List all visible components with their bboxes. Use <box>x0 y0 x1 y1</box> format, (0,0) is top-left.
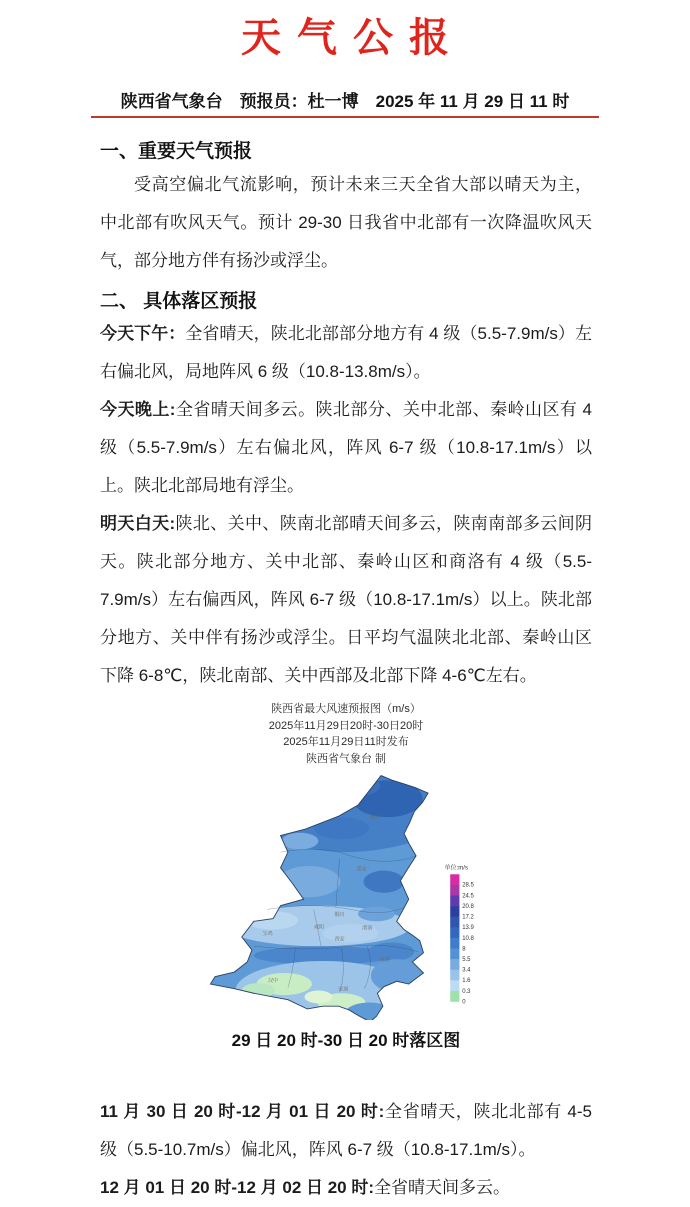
subtitle-text: 陕西省气象台 预报员：杜一博 2025 年 11 月 29 日 11 时 <box>120 92 570 111</box>
paragraph-lead: 今天晚上: <box>100 400 176 420</box>
paragraph-text: 全省晴天间多云。陕北部分、关中北部、秦岭山区有 4 级（5.5-7.9m/s）左右偏北风，阵风 6-7 级（10.8-17.1m/s）以上。陕北北部局地有浮尘。 <box>100 400 592 496</box>
map-valid-period: 2025年11月29日20时-30日20时 <box>268 719 424 732</box>
city-label: 汉中 <box>268 978 279 985</box>
legend-color-segment <box>450 885 459 896</box>
legend-tick-label: 1.6 <box>462 978 471 985</box>
legend-color-segment <box>450 896 459 907</box>
legend-tick-label: 3.4 <box>462 967 471 974</box>
paragraph-lead: 今天下午： <box>100 324 186 344</box>
section2-heading: 二、 具体落区预报 <box>100 290 258 312</box>
shaanxi-wind-speed-map <box>203 771 489 1020</box>
map-title: 陕西省最大风速预报图（m/s） <box>271 703 421 716</box>
paragraph-text: 全省晴天，陕北北部有 4-5 级（5.5-10.7m/s）偏北风，阵风 6-7 级（10.8-17.1m/s）。 <box>100 1102 593 1160</box>
map-fill-zones <box>203 771 434 1020</box>
page-title: 天气公报 <box>241 16 465 60</box>
legend-tick-label: 5.5 <box>462 957 471 964</box>
legend-color-segment <box>450 938 459 949</box>
weather-bulletin-page <box>0 6 690 1198</box>
map-issue-time: 2025年11月29日11时发布 <box>283 736 409 749</box>
city-label: 宝鸡 <box>262 931 273 938</box>
forecast-tonight <box>100 391 592 505</box>
outlook-nov30 <box>100 1093 592 1169</box>
legend-color-segment <box>450 927 459 938</box>
legend-color-segment <box>450 874 459 885</box>
legend-tick-label: 20.8 <box>462 904 474 911</box>
city-label: 延安 <box>356 866 367 873</box>
paragraph-text: 全省晴天间多云。 <box>374 1178 511 1198</box>
legend-unit-label: 单位:m/s <box>444 865 468 872</box>
legend-color-segment <box>450 917 459 928</box>
legend-color-segment <box>450 970 459 981</box>
forecast-today-afternoon <box>100 315 592 391</box>
forecast-tomorrow-day <box>100 505 592 695</box>
paragraph-lead: 明天白天: <box>100 514 176 534</box>
paragraph-lead: 11 月 30 日 20 时-12 月 01 日 20 时: <box>100 1102 385 1122</box>
outlook-dec01 <box>100 1169 592 1207</box>
legend-tick-label: 28.5 <box>462 882 474 889</box>
subtitle-bar <box>91 87 599 118</box>
city-label: 西安 <box>334 936 345 943</box>
legend-tick-label: 24.5 <box>462 893 474 900</box>
paragraph-lead: 12 月 01 日 20 时-12 月 02 日 20 时: <box>100 1178 375 1198</box>
paragraph-text: 陕北、关中、陕南北部晴天间多云，陕南南部多云间阴天。陕北部分地方、关中北部、秦岭山区和商洛有 4 级（5.5-7.9m/s）左右偏西风，阵风 6-7 级（10.8-17.1m/s）以上。陕北部分地方、关中伴有扬沙或浮尘。日平均气温陕北北部、秦岭山区下降 6-8℃，陕北南部、关中西部及北部下降 4-6℃左右。 <box>100 514 592 686</box>
legend-color-segment <box>450 959 459 970</box>
document-body <box>0 118 690 1207</box>
section1-paragraph: 受高空偏北气流影响，预计未来三天全省大部以晴天为主，中北部有吹风天气。预计 29-30 日我省中北部有一次降温吹风天气，部分地方伴有扬沙或浮尘。 <box>100 174 592 270</box>
city-label: 渭南 <box>362 925 373 932</box>
map-legend <box>450 874 474 1005</box>
map-issuer: 陕西省气象台 制 <box>305 752 387 765</box>
city-label: 商洛 <box>379 957 390 964</box>
paragraph-text: 全省晴天，陕北北部部分地方有 4 级（5.5-7.9m/s）左右偏北风，局地阵风 6 级（10.8-13.8m/s）。 <box>100 324 592 382</box>
legend-tick-label: 8 <box>462 946 466 953</box>
wind-forecast-map-figure <box>100 701 592 1020</box>
legend-color-segment <box>450 991 459 1002</box>
legend-tick-label: 17.2 <box>462 914 474 921</box>
legend-color-segment <box>450 980 459 991</box>
legend-color-segment <box>450 949 459 960</box>
legend-tick-label: 10.8 <box>462 935 474 942</box>
legend-color-segment <box>450 906 459 917</box>
city-label: 铜川 <box>334 911 345 918</box>
city-label: 榆林 <box>369 815 380 822</box>
map-caption: 29 日 20 时-30 日 20 时落区图 <box>231 1031 461 1051</box>
city-label: 咸阳 <box>314 924 325 931</box>
legend-tick-label: 0 <box>462 999 466 1006</box>
legend-tick-label: 0.3 <box>462 988 471 995</box>
map-header <box>100 701 592 767</box>
section1-heading: 一、重要天气预报 <box>100 141 253 162</box>
city-label: 安康 <box>338 986 349 993</box>
legend-tick-label: 13.9 <box>462 925 474 932</box>
